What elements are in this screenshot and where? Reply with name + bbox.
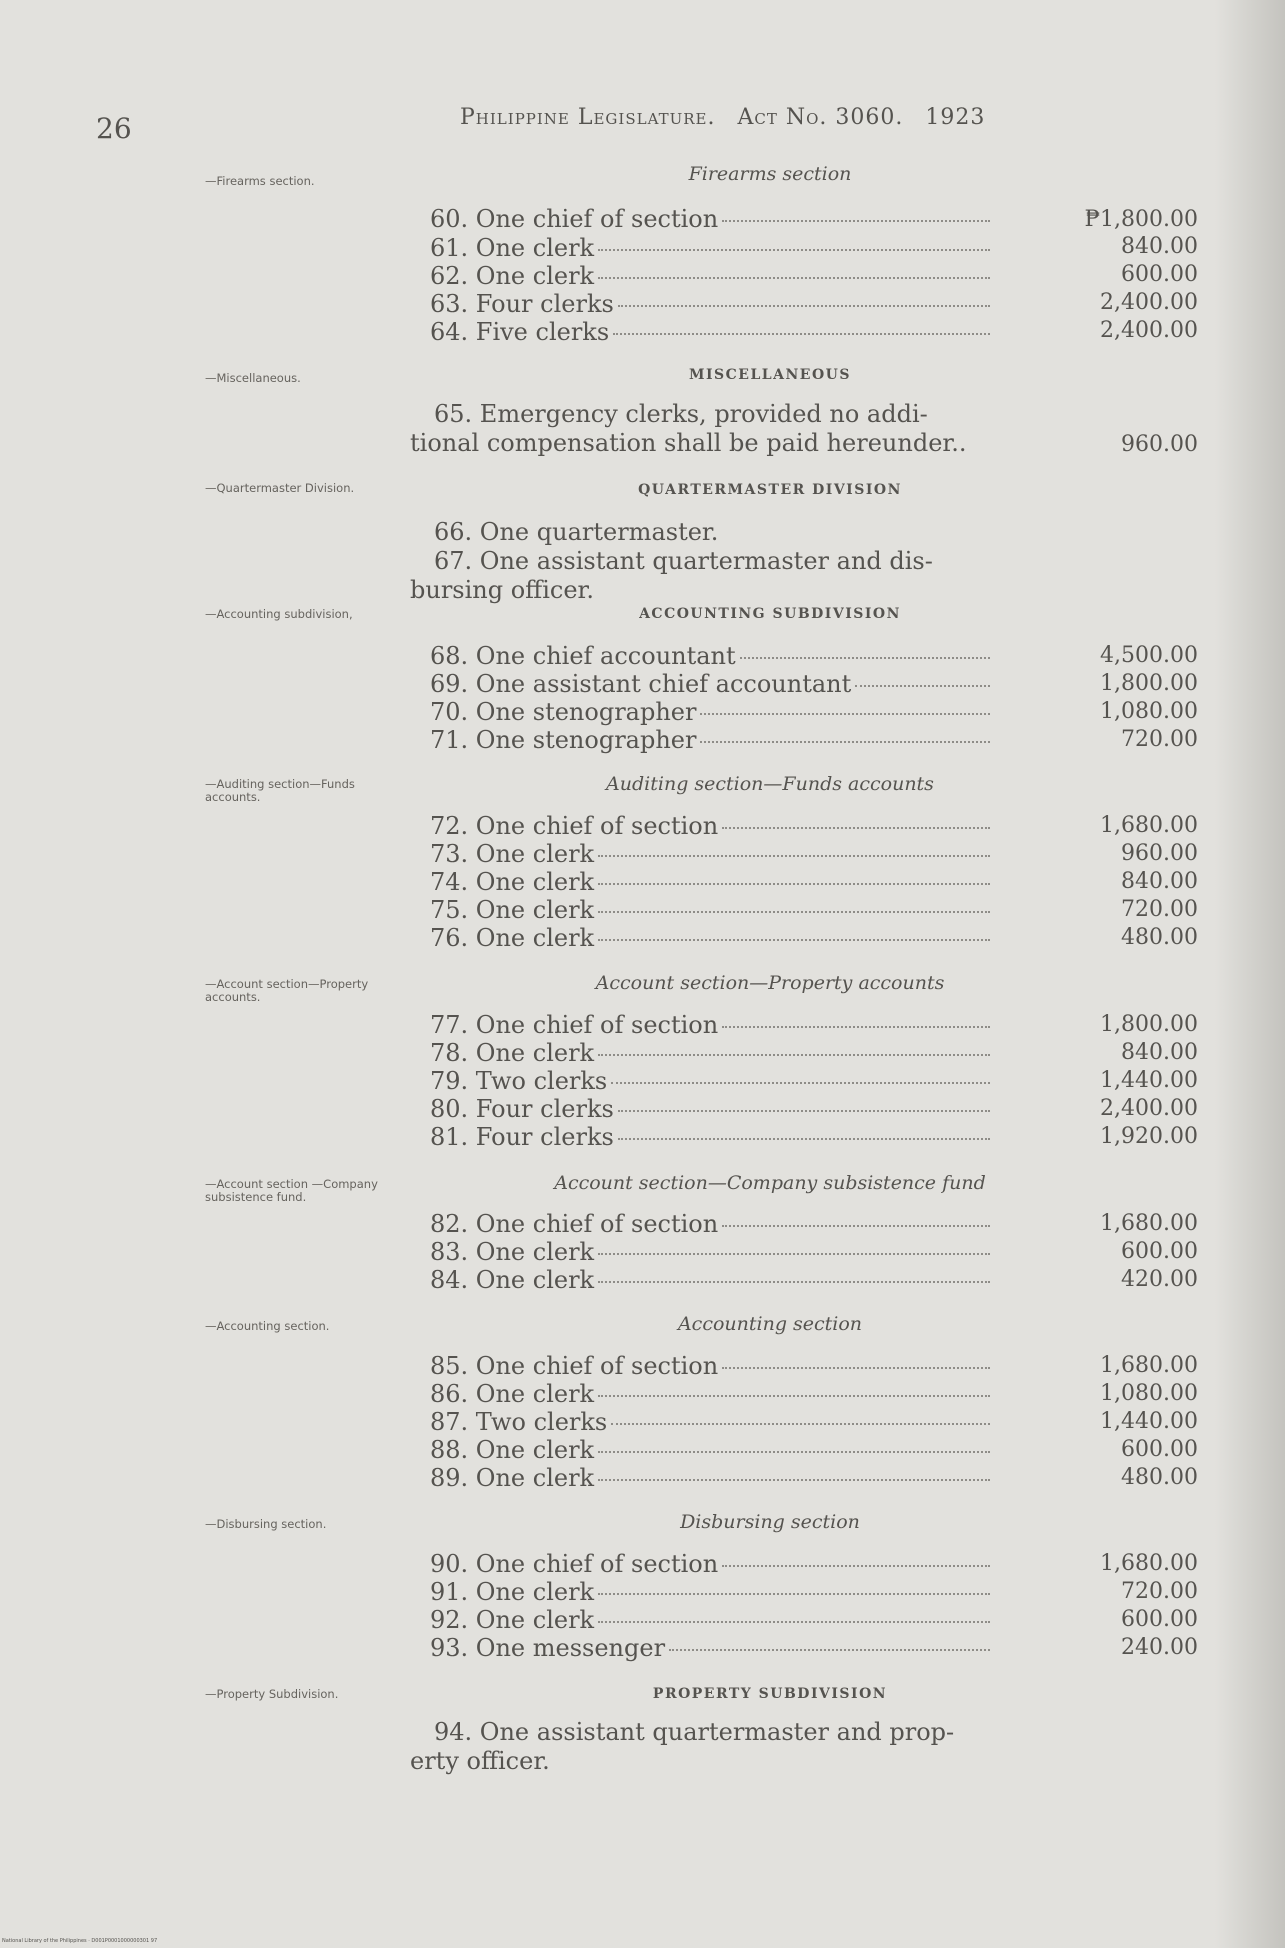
item-amount: 1,680.00 <box>1100 1551 1198 1576</box>
margin-note-quartermaster: —Quartermaster Division. <box>205 481 355 495</box>
item-amount: 600.00 <box>1121 262 1198 287</box>
margin-note-accounting-section: —Accounting section. <box>205 1319 330 1333</box>
item-amount: 2,400.00 <box>1100 1096 1198 1121</box>
item-label: 91. One clerk <box>430 1578 595 1606</box>
paragraph-line: 65. Emergency clerks, provided no addi- <box>434 400 928 428</box>
item-label: 63. Four clerks <box>430 290 614 318</box>
leader-dots <box>598 1395 990 1397</box>
running-head <box>460 105 999 130</box>
heading-miscellaneous: MISCELLANEOUS <box>688 367 851 383</box>
item-label: 85. One chief of section <box>430 1352 719 1380</box>
item-label: 81. Four clerks <box>430 1123 614 1151</box>
leader-dots <box>598 249 990 251</box>
item-amount: 2,400.00 <box>1100 318 1198 343</box>
item-label: 60. One chief of section <box>430 205 719 233</box>
leader-dots <box>598 277 990 279</box>
item-label: 74. One clerk <box>430 868 595 896</box>
margin-note-property-accounts: —Account section—Property accounts. <box>205 977 369 1004</box>
item-label: 69. One assistant chief accountant <box>430 670 852 698</box>
list-item <box>430 290 996 318</box>
heading-accounting-subdivision: ACCOUNTING SUBDIVISION <box>639 606 901 622</box>
leader-dots <box>740 657 990 659</box>
list-item <box>430 924 996 952</box>
leader-dots <box>722 1367 990 1369</box>
list-item <box>430 698 996 726</box>
heading-disbursing: Disbursing section <box>680 1511 860 1533</box>
leader-dots <box>611 1082 990 1084</box>
list-item <box>430 812 996 840</box>
leader-dots <box>722 827 990 829</box>
paragraph-item-65 <box>410 400 1000 458</box>
item-label: 90. One chief of section <box>430 1550 719 1578</box>
paragraph-line: bursing officer. <box>410 576 595 604</box>
heading-auditing: Auditing section—Funds accounts <box>606 773 934 795</box>
list-item <box>430 1408 996 1436</box>
page-edge-shadow <box>1215 0 1285 1948</box>
item-amount: 1,680.00 <box>1100 1353 1198 1378</box>
leader-dots <box>598 883 990 885</box>
item-amount: 600.00 <box>1121 1607 1198 1632</box>
leader-dots <box>618 1138 990 1140</box>
item-label: 77. One chief of section <box>430 1011 719 1039</box>
item-amount: 720.00 <box>1121 1579 1198 1604</box>
margin-note-subsistence: —Account section —Company subsistence fund. <box>205 1177 378 1204</box>
item-amount: 1,440.00 <box>1100 1068 1198 1093</box>
item-label: 89. One clerk <box>430 1464 595 1492</box>
item-amount: ₱1,800.00 <box>1084 207 1198 232</box>
item-amount: 1,440.00 <box>1100 1409 1198 1434</box>
item-label: 93. One messenger <box>430 1634 666 1662</box>
leader-dots <box>598 1054 990 1056</box>
list-item <box>430 262 996 290</box>
leader-dots <box>618 1110 990 1112</box>
list-item <box>430 1464 996 1492</box>
item-amount: 1,680.00 <box>1100 813 1198 838</box>
margin-note-property-subdivision: —Property Subdivision. <box>205 1687 339 1701</box>
leader-dots <box>598 1593 990 1595</box>
item-label: 88. One clerk <box>430 1436 595 1464</box>
margin-note-accounting-subdivision: —Accounting subdivision, <box>205 607 353 621</box>
item-amount: 840.00 <box>1121 869 1198 894</box>
item-label: 86. One clerk <box>430 1380 595 1408</box>
paragraph-items-66-67 <box>410 518 1000 605</box>
running-head-year: 1923 <box>925 105 986 130</box>
paragraph-line: 94. One assistant quartermaster and prop- <box>434 1718 955 1746</box>
paragraph-item-94 <box>410 1718 1000 1776</box>
leader-dots <box>722 220 990 222</box>
paragraph-line: 66. One quartermaster. <box>434 518 719 546</box>
running-head-title: Philippine Legislature. <box>460 105 716 130</box>
paragraph-line: tional compensation shall be paid hereunder.. <box>410 429 967 457</box>
list-item <box>430 1436 996 1464</box>
list-item <box>430 896 996 924</box>
item-amount: 1,680.00 <box>1100 1211 1198 1236</box>
item-label: 73. One clerk <box>430 840 595 868</box>
margin-note-firearms: —Firearms section. <box>205 174 315 188</box>
item-amount: 720.00 <box>1121 727 1198 752</box>
margin-note-miscellaneous: —Miscellaneous. <box>205 371 301 385</box>
item-label: 80. Four clerks <box>430 1095 614 1123</box>
list-item <box>430 642 996 670</box>
leader-dots <box>700 713 990 715</box>
leader-dots <box>598 1253 990 1255</box>
item-amount: 420.00 <box>1121 1267 1198 1292</box>
list-item <box>430 1095 996 1123</box>
page-number: 26 <box>96 112 132 145</box>
heading-subsistence: Account section—Company subsistence fund <box>554 1172 986 1194</box>
list-item <box>430 1039 996 1067</box>
item-amount: 240.00 <box>1121 1635 1198 1660</box>
heading-quartermaster: QUARTERMASTER DIVISION <box>638 482 902 498</box>
heading-firearms: Firearms section <box>688 163 852 185</box>
list-item <box>430 1266 996 1294</box>
item-label: 68. One chief accountant <box>430 642 736 670</box>
leader-dots <box>598 855 990 857</box>
list-item <box>430 1123 996 1151</box>
list-item <box>430 1380 996 1408</box>
item-amount: 600.00 <box>1121 1437 1198 1462</box>
list-item <box>430 1067 996 1095</box>
item-label: 72. One chief of section <box>430 812 719 840</box>
paragraph-line: 67. One assistant quartermaster and dis- <box>434 547 933 575</box>
list-item <box>430 868 996 896</box>
item-amount: 480.00 <box>1121 1465 1198 1490</box>
item-amount: 1,800.00 <box>1100 1012 1198 1037</box>
leader-dots <box>722 1565 990 1567</box>
item-amount: 1,080.00 <box>1100 1381 1198 1406</box>
margin-note-auditing: —Auditing section—Funds accounts. <box>205 777 355 804</box>
item-label: 82. One chief of section <box>430 1210 719 1238</box>
item-label: 76. One clerk <box>430 924 595 952</box>
leader-dots <box>700 741 990 743</box>
item-label: 71. One stenographer <box>430 726 697 754</box>
leader-dots <box>855 685 990 687</box>
leader-dots <box>613 333 990 335</box>
item-amount: 480.00 <box>1121 925 1198 950</box>
item-amount: 2,400.00 <box>1100 290 1198 315</box>
item-amount: 1,920.00 <box>1100 1124 1198 1149</box>
item-amount: 840.00 <box>1121 1040 1198 1065</box>
list-item <box>430 1238 996 1266</box>
list-item <box>430 1550 996 1578</box>
list-item <box>430 1634 996 1662</box>
item-label: 79. Two clerks <box>430 1067 608 1095</box>
item-amount: 720.00 <box>1121 897 1198 922</box>
item-label: 83. One clerk <box>430 1238 595 1266</box>
item-label: 61. One clerk <box>430 234 595 262</box>
list-item <box>430 1606 996 1634</box>
item-amount: 1,080.00 <box>1100 699 1198 724</box>
list-item <box>430 726 996 754</box>
leader-dots <box>598 939 990 941</box>
list-item <box>430 840 996 868</box>
item-amount: 840.00 <box>1121 234 1198 259</box>
leader-dots <box>669 1649 990 1651</box>
list-item <box>430 1011 996 1039</box>
item-amount: 1,800.00 <box>1100 671 1198 696</box>
item-label: 64. Five clerks <box>430 318 610 346</box>
leader-dots <box>722 1225 990 1227</box>
item-label: 78. One clerk <box>430 1039 595 1067</box>
list-item <box>430 318 996 346</box>
heading-property-subdivision: PROPERTY SUBDIVISION <box>652 1686 888 1702</box>
item-label: 62. One clerk <box>430 262 595 290</box>
leader-dots <box>598 911 990 913</box>
list-item <box>430 205 996 233</box>
item-amount: 4,500.00 <box>1100 643 1198 668</box>
margin-note-disbursing: —Disbursing section. <box>205 1517 327 1531</box>
leader-dots <box>618 305 990 307</box>
leader-dots <box>598 1281 990 1283</box>
list-item <box>430 670 996 698</box>
scan-footer: National Library of the Philippines · D001P0001000000301 97 <box>2 1938 158 1944</box>
item-amount: 960.00 <box>1121 432 1198 457</box>
heading-accounting-section: Accounting section <box>677 1313 863 1335</box>
item-amount: 600.00 <box>1121 1239 1198 1264</box>
paragraph-line: erty officer. <box>410 1747 550 1775</box>
heading-property-accounts: Account section—Property accounts <box>595 972 945 994</box>
leader-dots <box>722 1026 990 1028</box>
leader-dots <box>598 1479 990 1481</box>
list-item <box>430 1578 996 1606</box>
list-item <box>430 1210 996 1238</box>
item-amount: 960.00 <box>1121 841 1198 866</box>
leader-dots <box>598 1451 990 1453</box>
running-head-act: Act No. 3060. <box>737 105 904 130</box>
item-label: 84. One clerk <box>430 1266 595 1294</box>
list-item <box>430 1352 996 1380</box>
leader-dots <box>598 1621 990 1623</box>
list-item <box>430 234 996 262</box>
item-label: 75. One clerk <box>430 896 595 924</box>
item-label: 92. One clerk <box>430 1606 595 1634</box>
leader-dots <box>611 1423 990 1425</box>
item-label: 70. One stenographer <box>430 698 697 726</box>
item-label: 87. Two clerks <box>430 1408 608 1436</box>
